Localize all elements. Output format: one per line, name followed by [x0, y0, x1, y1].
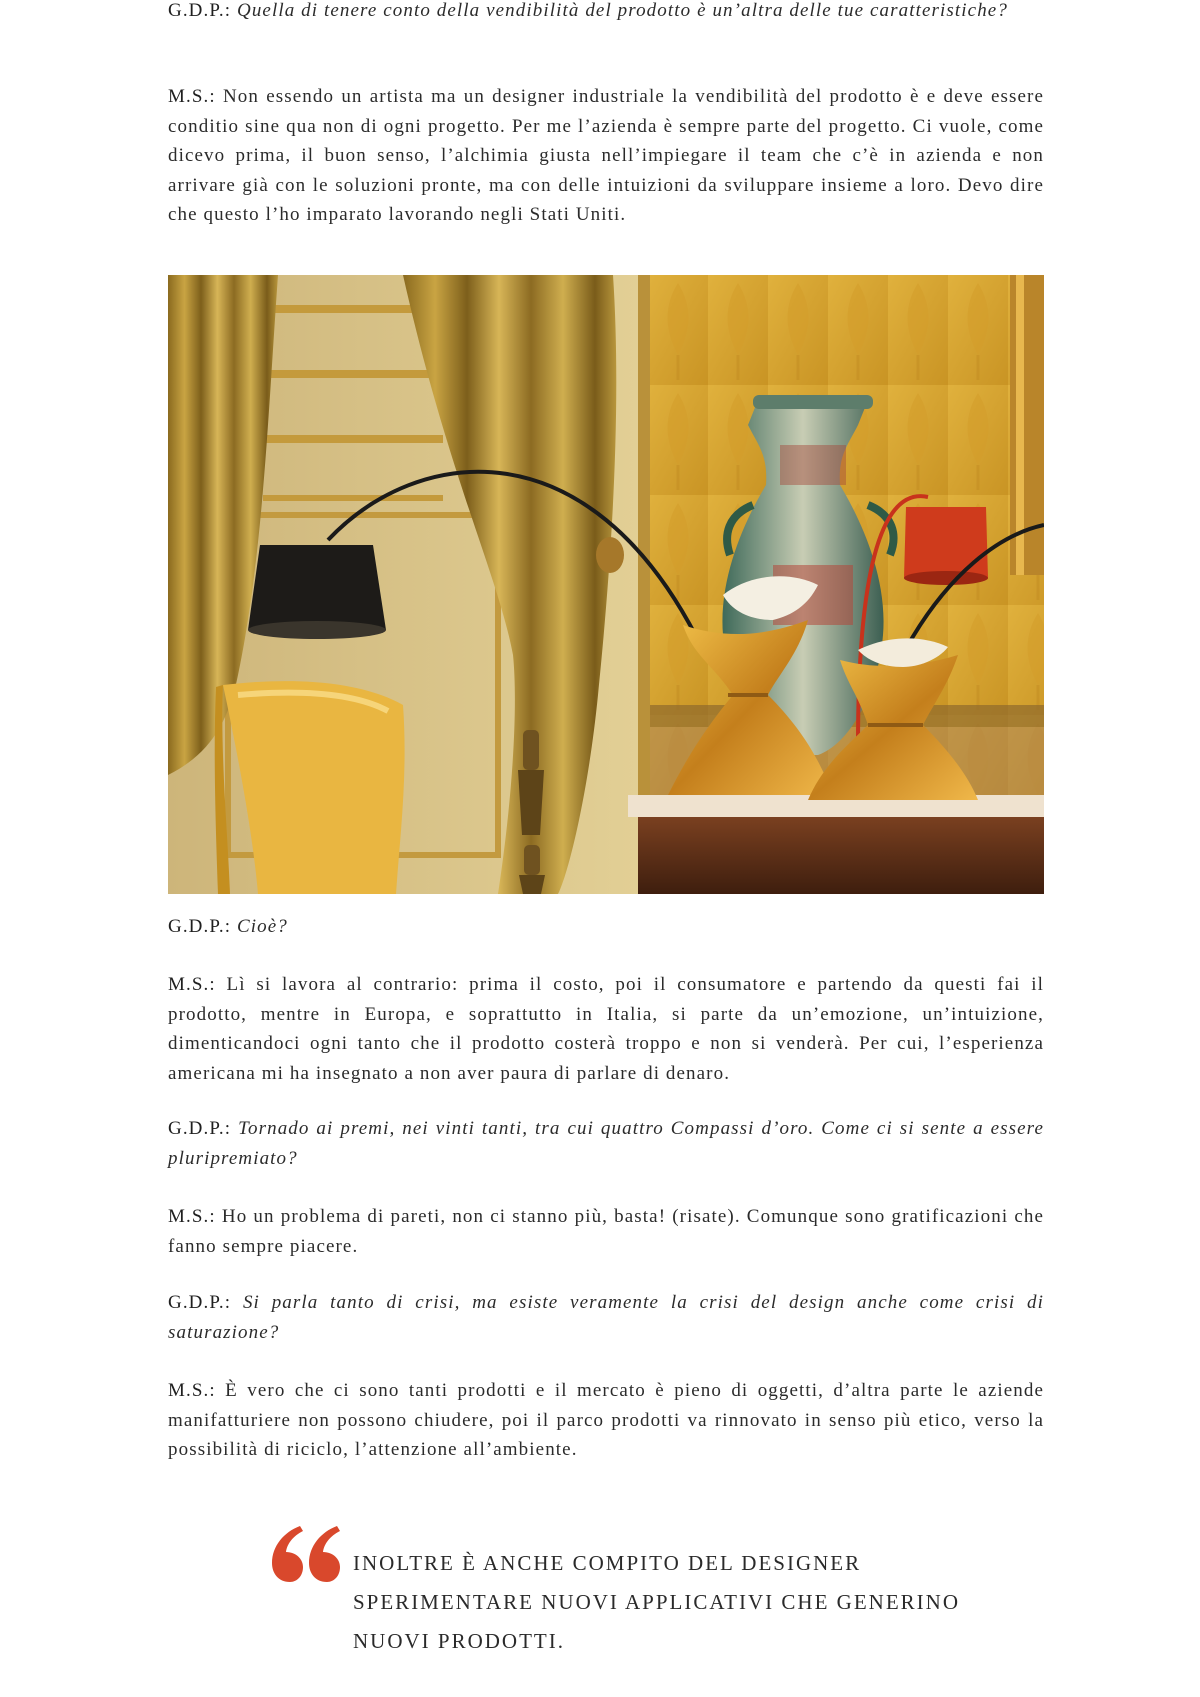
speaker-label: G.D.P.:: [168, 0, 232, 21]
speaker-label: M.S.:: [168, 974, 216, 995]
paragraph-text: Ho un problema di pareti, non ci stanno più, basta! (risate). Comunque sono gratificazioni che fanno sempre piacere.: [168, 1206, 1044, 1257]
speaker-label: G.D.P.:: [168, 1118, 232, 1139]
paragraph-text: Tornado ai premi, nei vinti tanti, tra cui quattro Compassi d’oro. Come ci si sente a essere pluripremiato?: [168, 1118, 1044, 1169]
paragraph-text: Lì si lavora al contrario: prima il costo, poi il consumatore e partendo da questi fai il prodotto, mentre in Europa, e soprattutto in Italia, si parte da un’emozione, un’intuizione, dimenticandoci ogni tanto che il prodotto costerà troppo e non si venderà. Per cui, l’esperienza americana mi ha insegnato a non aver paura di parlare di denaro.: [168, 974, 1044, 1084]
speaker-label: M.S.:: [168, 86, 216, 107]
paragraph-question-4: [168, 1288, 1044, 1347]
interior-photo-illustration: [168, 275, 1044, 894]
paragraph-text: Non essendo un artista ma un designer industriale la vendibilità del prodotto è e deve essere conditio sine qua non di ogni progetto. Per me l’azienda è sempre parte del progetto. Ci vuole, come dicevo prima, il buon senso, l’alchimia giusta nell’impiegare il team che c’è in azienda e non arrivare già con le soluzioni pronte, ma con delle intuizioni da sviluppare insieme a loro. Devo dire che questo l’ho imparato lavorando negli Stati Uniti.: [168, 86, 1044, 225]
pull-quote-text: INOLTRE È ANCHE COMPITO DEL DESIGNER SPERIMENTARE NUOVI APPLICATIVI CHE GENERINO NUOVI PRODOTTI.: [353, 1551, 960, 1653]
speaker-label: G.D.P.:: [168, 1292, 232, 1313]
paragraph-text: Quella di tenere conto della vendibilità del prodotto è un’altra delle tue caratteristiche?: [237, 0, 1008, 21]
speaker-label: M.S.:: [168, 1206, 216, 1227]
interior-photo: [168, 275, 1044, 894]
paragraph-question-2: [168, 912, 288, 942]
speaker-label: M.S.:: [168, 1380, 216, 1401]
paragraph-text: È vero che ci sono tanti prodotti e il mercato è pieno di oggetti, d’altra parte le aziende manifatturiere non possono chiudere, poi il parco prodotti va rinnovato in senso più etico, verso la possibilità di riciclo, l’attenzione all’ambiente.: [168, 1380, 1044, 1460]
paragraph-text: Si parla tanto di crisi, ma esiste veramente la crisi del design anche come crisi di saturazione?: [168, 1292, 1044, 1343]
paragraph-question-1: [168, 0, 1008, 26]
paragraph-answer-3: [168, 1202, 1044, 1261]
quotation-mark-icon: [272, 1524, 342, 1584]
paragraph-answer-2: [168, 970, 1044, 1088]
speaker-label: G.D.P.:: [168, 916, 232, 937]
paragraph-text: Cioè?: [237, 916, 288, 937]
paragraph-answer-1: [168, 82, 1044, 230]
paragraph-question-3: [168, 1114, 1044, 1173]
paragraph-answer-4: [168, 1376, 1044, 1465]
